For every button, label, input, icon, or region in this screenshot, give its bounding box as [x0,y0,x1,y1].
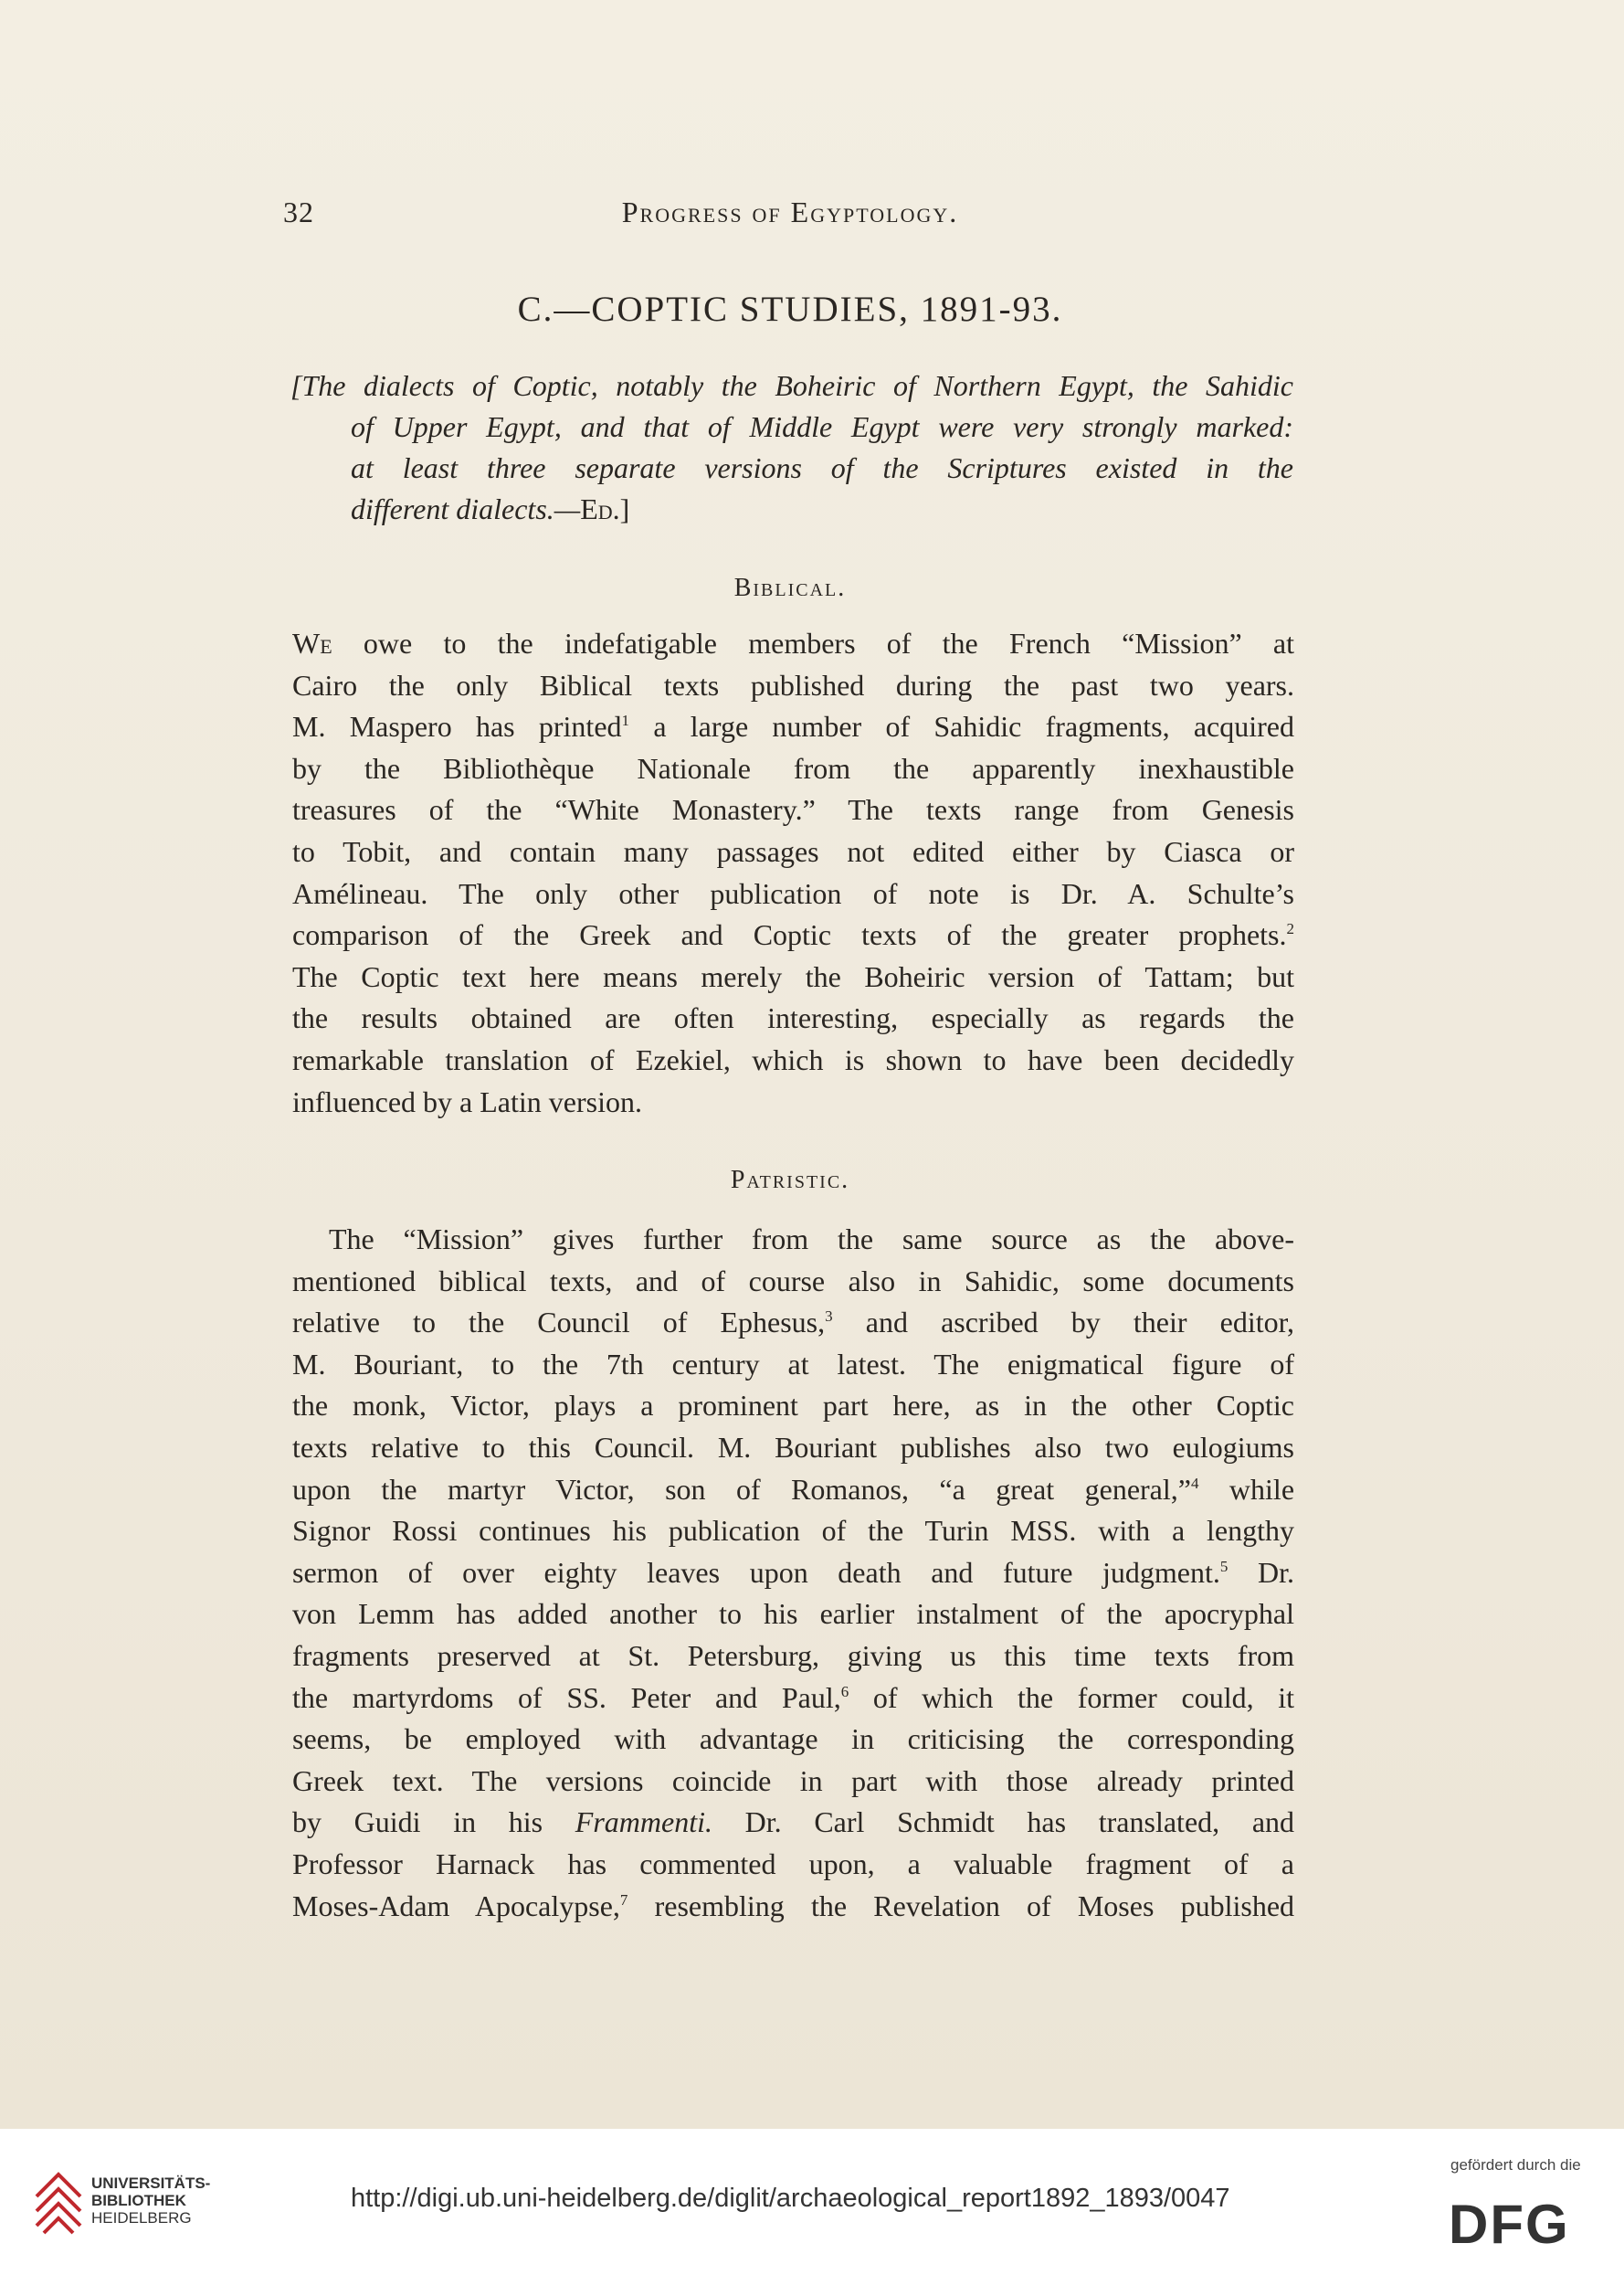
paragraph-biblical [292,623,1294,1123]
text-line: Amélineau. The only other publication of note is Dr. A. Schulte’s [292,876,1294,910]
text-line: M. Maspero has printed$^1$ a large number of Sahidic fragments, acquired [292,710,1295,744]
italic-title: Frammenti. [575,1805,712,1839]
editor-note-line: of Upper Egypt, and that of Middle Egypt were very strongly marked: [351,410,1293,443]
text-line: We owe to the indefatigable members of the French “Mission” at [292,627,1295,660]
footnote-marker: 2 [1286,920,1294,938]
editor-signature: Ed. [580,492,620,525]
text-line: upon the martyr Victor, son of Romanos, “a great general,”$^4$ while [292,1472,1295,1506]
editor-note-text: different dialects.— [351,492,581,525]
permalink-url[interactable]: http://digi.ub.uni-heidelberg.de/diglit/archaeological_report1892_1893/0047 [351,2184,1230,2213]
text-line: Greek text. The versions coincide in part with those already printed [292,1763,1294,1797]
page-number: 32 [283,196,314,228]
section-title: C.—COPTIC STUDIES, 1891-93. [517,290,1063,329]
text-line: Moses-Adam Apocalypse,$^7$ resembling the Revelation of Moses published [292,1889,1295,1922]
editor-note-line: [The dialects of Coptic, notably the Boheiric of Northern Egypt, the Sahidic [290,369,1293,402]
footnote-marker: 1 [621,712,630,730]
text-line: comparison of the Greek and Coptic texts of the greater prophets.$^2$ [292,918,1294,952]
footnote-marker: 3 [825,1307,833,1326]
text-line: the results obtained are often interesting, especially as regards the [292,1001,1294,1035]
text-line: sermon of over eighty leaves upon death and future judgment.$^5$ Dr. [292,1555,1295,1589]
editor-note-line [290,489,1293,530]
text-line: by Guidi in his Frammenti. Dr. Carl Schmidt has translated, and [292,1805,1295,1839]
text-line: fragments preserved at St. Petersburg, giving us this time texts from [292,1638,1294,1672]
text-line: von Lemm has added another to his earlier instalment of the apocryphal [292,1597,1294,1631]
text-line: texts relative to this Council. M. Bouriant publishes also two eulogiums [292,1430,1294,1464]
footer-bar [0,2129,1624,2275]
text-line: the martyrdoms of SS. Peter and Paul,$^6$ of which the former could, it [292,1680,1295,1714]
text-line: mentioned biblical texts, and of course also in Sahidic, some documents [292,1264,1294,1297]
university-library-logo-icon [31,2169,88,2238]
text-line: remarkable translation of Ezekiel, which is shown to have been decidedly [292,1042,1294,1076]
text-line: to Tobit, and contain many passages not edited either by Ciasca or [292,834,1294,868]
library-name: UNIVERSITÄTS- BIBLIOTHEK HEIDELBERG [91,2174,211,2227]
text-line: seems, be employed with advantage in criticising the corresponding [292,1722,1294,1756]
text-line: Cairo the only Biblical texts published during the past two years. [292,668,1294,702]
editor-note-line: at least three separate versions of the Scriptures existed in the [351,451,1293,484]
footnote-marker: 5 [1219,1557,1229,1575]
text-line: treasures of the “White Monastery.” The texts range from Genesis [292,793,1294,827]
text-line: The “Mission” gives further from the same source as the above- [329,1222,1294,1255]
running-title: Progress of Egyptology. [621,196,959,228]
text-line: the monk, Victor, plays a prominent part here, as in the other Coptic [292,1389,1294,1423]
funding-label: gefördert durch die [1450,2156,1581,2174]
text-line: influenced by a Latin version. [292,1085,642,1118]
text-line: Professor Harnack has commented upon, a valuable fragment of a [292,1846,1294,1880]
text-line: Signor Rossi continues his publication of the Turin MSS. with a lengthy [292,1514,1294,1548]
dfg-logo: DFG [1449,2194,1570,2255]
paragraph-patristic [292,1219,1294,1927]
text-line: The Coptic text here means merely the Boheiric version of Tattam; but [292,959,1294,993]
footnote-marker: 7 [619,1890,628,1909]
subheading-biblical: Biblical. [733,574,847,602]
subheading-patristic: Patristic. [730,1166,850,1194]
footnote-marker: 6 [840,1682,849,1700]
close-bracket: ] [619,492,630,525]
footnote-marker: 4 [1190,1474,1199,1492]
text-line: M. Bouriant, to the 7th century at latest. The enigmatical figure of [292,1347,1294,1381]
editor-note [290,365,1293,530]
text-line: by the Bibliothèque Nationale from the apparently inexhaustible [292,751,1294,785]
first-word: We [292,627,332,660]
text-line: relative to the Council of Ephesus,$^3$ and ascribed by their editor, [292,1306,1295,1339]
